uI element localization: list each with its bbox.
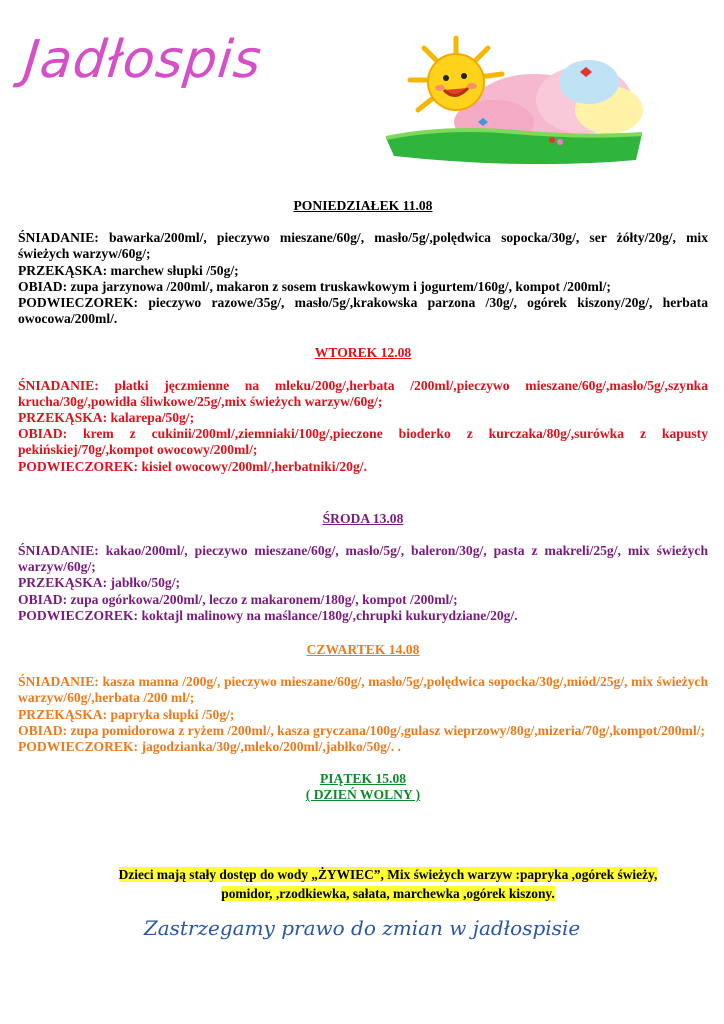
meal-lunch: OBIAD: zupa ogórkowa/200ml/, leczo z makaronem/180g/, kompot /200ml/; bbox=[18, 591, 458, 607]
meal-snack: PRZEKĄSKA: marchew słupki /50g/; bbox=[18, 262, 239, 278]
meal-lunch: OBIAD: zupa jarzynowa /200ml/, makaron z sosem truskawkowym i jogurtem/160g/, kompot /200ml/; bbox=[18, 278, 611, 294]
day-heading: PIĄTEK 15.08 bbox=[319, 771, 407, 787]
day-friday bbox=[18, 771, 708, 803]
meal-breakfast: ŚNIADANIE: bawarka/200ml/, pieczywo mieszane/60g/, masło/5g/,polędwica sopocka/30g/, ser żółty/20g/, mix świeżych warzyw/60g/; bbox=[18, 230, 708, 262]
day-wednesday bbox=[18, 511, 708, 624]
meal-snack: PRZEKĄSKA: papryka słupki /50g/; bbox=[18, 706, 235, 722]
meal-breakfast: ŚNIADANIE: kasza manna /200g/, pieczywo mieszane/60g/, masło/5g/,polędwica sopocka/30g/,miód/25g/, mix świeżych warzyw/60g/,herbata /200 ml/; bbox=[18, 674, 708, 706]
meal-lunch: OBIAD: krem z cukinii/200ml/,ziemniaki/100g/,pieczone bioderko z kurczaka/80g/,surówka z kapusty pekińskiej/70g/,kompot owocowy/200ml/; bbox=[18, 426, 708, 458]
water-vegetables-note bbox=[88, 865, 688, 903]
day-tuesday bbox=[18, 345, 708, 474]
meal-afternoon-snack: PODWIECZOREK: pieczywo razowe/35g/, masło/5g/,krakowska parzona /30g/, ogórek kiszony/20g/, herbata owocowa/200ml/. bbox=[18, 295, 708, 327]
day-monday bbox=[18, 198, 708, 327]
day-heading: ŚRODA 13.08 bbox=[322, 510, 404, 526]
meal-afternoon-snack: PODWIECZOREK: kisiel owocowy/200ml/,herbatniki/20g/. bbox=[18, 458, 367, 474]
page-title: Jadłospis bbox=[20, 30, 265, 90]
day-thursday bbox=[18, 642, 708, 755]
meal-lunch: OBIAD: zupa pomidorowa z ryżem /200ml/, kasza gryczana/100g/,gulasz wieprzowy/80g/,mizeria/70g/,kompot/200ml/; bbox=[18, 722, 705, 738]
day-heading: CZWARTEK 14.08 bbox=[306, 642, 420, 658]
meal-breakfast: ŚNIADANIE: kakao/200ml/, pieczywo mieszane/60g/, masło/5g/, baleron/30g/, pasta z makreli/25g/, mix świeżych warzyw/60g/; bbox=[18, 543, 708, 575]
meal-afternoon-snack: PODWIECZOREK: koktajl malinowy na maślance/180g/,chrupki kukurydziane/20g/. bbox=[18, 607, 518, 623]
meal-snack: PRZEKĄSKA: jabłko/50g/; bbox=[18, 575, 181, 591]
day-heading: WTOREK 12.08 bbox=[314, 345, 412, 361]
day-heading: PONIEDZIAŁEK 11.08 bbox=[293, 198, 433, 213]
meal-afternoon-snack: PODWIECZOREK: jagodzianka/30g/,mleko/200ml/,jabłko/50g/. . bbox=[18, 739, 401, 755]
disclaimer: Zastrzegamy prawo do zmian w jadłospisie bbox=[143, 916, 581, 940]
sun-cloud-illustration bbox=[384, 30, 646, 170]
day-off-label: ( DZIEŃ WOLNY ) bbox=[305, 787, 421, 803]
note-line-2: pomidor, ,rzodkiewka, sałata, marchewka ,ogórek kiszony. bbox=[221, 886, 555, 901]
menu-content bbox=[18, 198, 708, 804]
meal-breakfast: ŚNIADANIE: płatki jęczmienne na mleku/200g/,herbata /200ml/,pieczywo mieszane/60g/,masło/5g/,szynka krucha/30g/,powidła śliwkowe/25g/,mix świeżych warzyw/60g/; bbox=[18, 377, 708, 409]
note-line-1: Dzieci mają stały dostęp do wody „ŻYWIEC”, Mix świeżych warzyw :papryka ,ogórek świeży, bbox=[118, 867, 658, 882]
meal-snack: PRZEKĄSKA: kalarepa/50g/; bbox=[18, 410, 195, 426]
